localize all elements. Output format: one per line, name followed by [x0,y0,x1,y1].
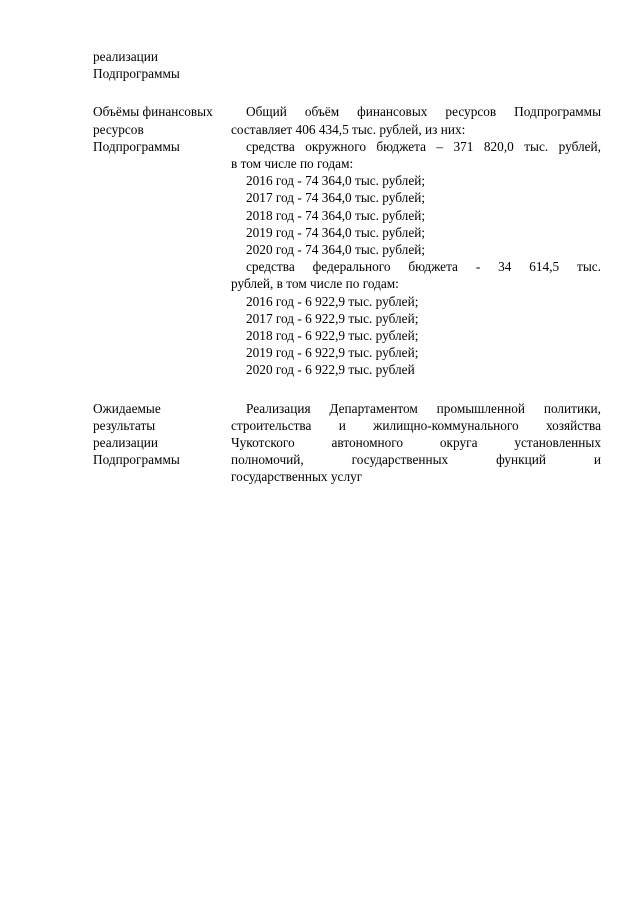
results-text-line: Реализация Департаментом промышленной политики, [246,400,601,416]
financing-row [93,103,601,378]
results-label-line: Подпрограммы [93,452,180,468]
financing-label-line: Объёмы финансовых [93,104,213,120]
top-label-continuation [93,48,601,82]
federal-budget-line: средства федерального бюджета - 34 614,5 тыс. [246,259,601,275]
financing-intro-line: составляет 406 434,5 тыс. рублей, из них: [231,121,466,137]
results-text-line: полномочий, государственных функций и [231,452,601,468]
document-page [93,48,601,507]
financing-label-line: ресурсов [93,121,144,137]
financing-label [93,103,231,378]
top-label-line: реализации [93,49,158,64]
financing-intro-line: Общий объём финансовых ресурсов Подпрограммы [246,104,601,120]
results-content [231,400,601,486]
financing-content [231,103,601,378]
federal-year-line: 2019 год - 6 922,9 тыс. рублей; [246,345,419,361]
federal-year-line: 2020 год - 6 922,9 тыс. рублей [246,362,415,378]
results-row [93,400,601,486]
federal-year-line: 2017 год - 6 922,9 тыс. рублей; [246,310,419,326]
results-label-line: реализации [93,435,158,451]
results-text-line: Чукотского автономного округа установленных [231,435,601,451]
regional-year-line: 2018 год - 74 364,0 тыс. рублей; [246,207,426,223]
results-label [93,400,231,486]
federal-year-line: 2018 год - 6 922,9 тыс. рублей; [246,328,419,344]
results-text-line: государственных услуг [231,469,363,485]
regional-year-line: 2020 год - 74 364,0 тыс. рублей; [246,242,426,258]
results-label-line: Ожидаемые [93,400,161,416]
federal-budget-line: рублей, в том числе по годам: [231,276,399,292]
top-label-line: Подпрограммы [93,66,180,82]
federal-year-line: 2016 год - 6 922,9 тыс. рублей; [246,293,419,309]
regional-year-line: 2019 год - 74 364,0 тыс. рублей; [246,224,426,240]
regional-year-line: 2016 год - 74 364,0 тыс. рублей; [246,173,426,189]
results-label-line: результаты [93,417,156,433]
regional-budget-line: средства окружного бюджета – 371 820,0 тыс. рублей, [246,138,601,154]
results-text-line: строительства и жилищно-коммунального хозяйства [231,417,601,433]
regional-year-line: 2017 год - 74 364,0 тыс. рублей; [246,190,426,206]
regional-budget-line: в том числе по годам: [231,156,354,172]
financing-label-line: Подпрограммы [93,138,180,154]
